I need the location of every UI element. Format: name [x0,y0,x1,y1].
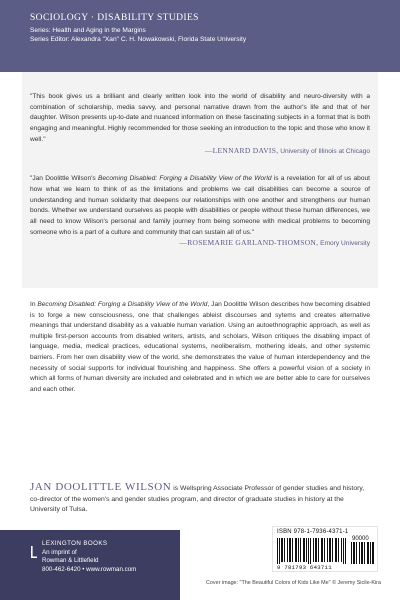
description-body: , Jan Doolittle Wilson describes how becoming disabled is to forge a new consciousness, one that challenges ableist discourses and sytems and creates alternative meanings that understand disability as a valuable human variation. Using an autoethnographic approach, as well as multiple first-person accounts from disabled writers, artists, and scholars, Wilson critiques the disabling impact of language, media, medical practices, educational systems, neoliberalism, mothering ideals, and other systemic barriers. From her own disability view of the world, she demonstrates the value of human interdependency and the necessity of social supports for individual flourishing and happiness. She offers a powerful vision of a society in which all forms of human diversity are included and celebrated and in which we are better able to care for ourselves and each other. [30,301,370,393]
author-bio [30,482,370,516]
lexington-logo-icon [30,546,38,559]
quote-text: is a revelation for all of us about how what we learn to think of as the limitations and problems we call disabilities can become a source of understanding and human solidarity that deepens our relationships with one another and strengthens our human bonds. Whether we understand ourselves as people with disabilities or people without these human differences, we all need to know Wilson's personal and family journey from being someone with medical problems to becoming someone who is a part of a culture and community that can sustain all of us." [30,175,370,236]
series-editor: Series Editor: Alexandra "Xan" C. H. Nowakowski, Florida State University [30,36,247,43]
publisher-name: LEXINGTON BOOKS [42,540,108,547]
description-lead: In [30,301,38,308]
series-name: Series: Health and Aging in the Margins [30,27,146,34]
publisher-imprint-line: An imprint of [42,548,77,556]
quote-affiliation: University of Illinois at Chicago [278,147,370,155]
cover-image-credit: Cover image: "The Beautiful Colors of Kids Like Me" © Jeremy Sicile-Kira [206,580,381,586]
publisher-contact: 800-462-6420 • www.rowman.com [42,565,137,573]
quote-attribution [30,238,370,250]
publisher-info [42,540,136,574]
barcode-box [272,526,378,572]
author-bio-text: is Wellspring Associate Professor of gender studies and history, co-director of the women's and gender studies program, and director of graduate studies in history at the University of Tulsa. [30,485,365,514]
endorsement-quote [30,92,370,157]
series-banner [0,0,400,72]
endorsements-panel [22,72,378,288]
quote-book-title: Becoming Disabled: Forging a Disability View of the World [97,175,272,183]
quote-text: "Jan Doolittle Wilson's [30,175,98,183]
subject-category: SOCIOLOGY · DISABILITY STUDIES [30,13,199,23]
quote-attribution [30,146,370,158]
quote-author: —LENNARD DAVIS, [204,145,279,155]
price-code: 90000 [352,536,369,542]
book-description [30,300,370,395]
publisher-block [0,530,180,600]
price-barcode-icon [351,542,375,564]
isbn-number: ISBN 978-1-7936-4371-1 [277,529,349,535]
quote-author: —ROSEMARIE GARLAND-THOMSON, [179,238,319,248]
quote-text: "This book gives us a brilliant and clearly written look into the world of disability and neuro-diversity with a combination of scholarship, media savvy, and personal narrative drawn from the author's life and that of her daughter. Wilson presents up-to-date and nuanced information on these fascinating subjects in a format that is both engaging and meaningful. Highly recommended for those seeking an introduction to the topic and those who know it well." [30,93,370,143]
endorsement-quote [30,174,370,250]
ean-digits: 9 781793 643711 [277,564,332,571]
quote-affiliation: Emory University [318,240,370,248]
description-book-title: Becoming Disabled: Forging a Disability View of the World [37,301,208,308]
author-name: JAN DOOLITTLE WILSON [30,481,172,493]
publisher-parent: Rowman & Littlefield [42,557,99,565]
ean-barcode-icon [277,538,347,564]
